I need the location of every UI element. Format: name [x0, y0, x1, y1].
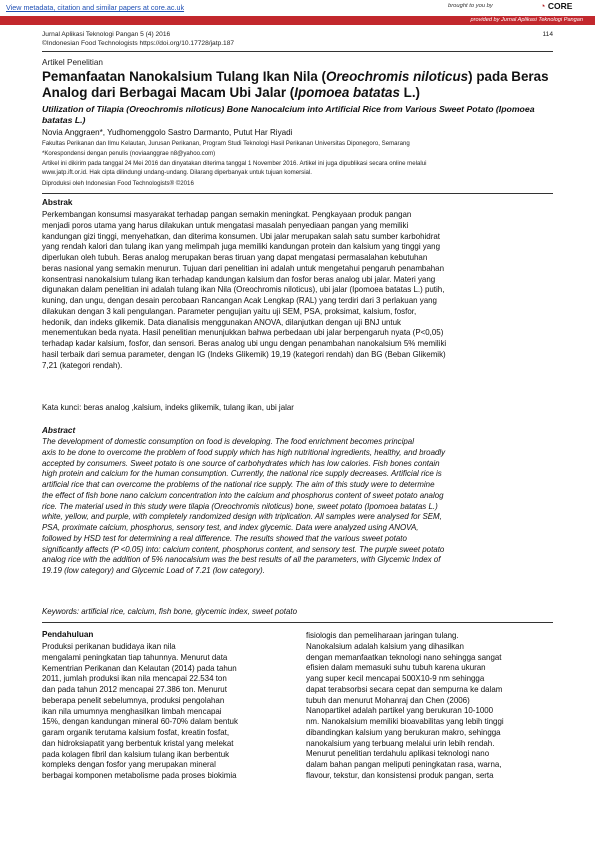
- author-list: Novia Anggraen*, Yudhomenggolo Sastro Darmanto, Putut Har Riyadi: [42, 128, 293, 137]
- pendahuluan-heading: Pendahuluan: [42, 630, 94, 639]
- header-divider: [42, 51, 553, 52]
- website-info: www.jatp.ift.or.id. Hak cipta dilindungi undang-undang. Dilarang diperbanyak untuk tujuan komersial.: [42, 169, 312, 176]
- journal-name: Jurnal Aplikasi Teknologi Pangan 5 (4) 2016: [42, 31, 171, 38]
- brought-by-text: brought to you by: [448, 3, 493, 9]
- body-divider: [42, 622, 553, 623]
- pendahuluan-right-column: fisiologis dan pemeliharaan jaringan tulang. Nanokalsium adalah kalsium yang dihasilkan dengan memanfaatkan teknologi nano sehingga sangat efisien dalam memasuki suhu tubuh karena ukuran yang super kecil mencapai 500X10-9 nm sehingga dapat terabsorbsi secara cepat dan sempurna ke dalam tubuh dan menurut Mohanraj dan Chen (2006) Nanopartikel adalah partikel yang berukuran 10-1000 nm. Nanokalsium memiliki bioavabilitas yang lebih tinggi dibandingkan kalsium yang berukuran makro, sehingga nanokalsium yang terbuang melalui urin lebih rendah. Menurut penelitian terdahulu aplikasi teknologi nano dalam bahan pangan meliputi peningkatan rasa, warna, flavour, tekstur, dan konsistensi produk pangan, serta: [306, 631, 504, 780]
- abstrak-heading: Abstrak: [42, 198, 73, 207]
- abstract-heading: Abstract: [42, 426, 76, 435]
- article-type: Artikel Penelitian: [42, 58, 103, 67]
- page-number: 114: [542, 31, 553, 38]
- core-logo[interactable]: ◔ CORE: [540, 1, 573, 11]
- core-logo-icon: ◔: [540, 1, 546, 11]
- abstract-divider: [42, 193, 553, 194]
- received-info: Artikel ini dikirim pada tanggal 24 Mei 2016 dan dinyatakan diterima tanggal 1 November 2016. Artikel ini juga dipublikasi secara online melalui: [42, 160, 427, 167]
- core-metadata-link[interactable]: View metadata, citation and similar papers at core.ac.uk: [6, 3, 185, 12]
- affiliation: Fakultas Perikanan dan Ilmu Kelautan, Jurusan Perikanan, Program Studi Teknologi Hasil Perikanan Universitas Diponegoro, Semarang: [42, 140, 410, 147]
- abstrak-text: Perkembangan konsumsi masyarakat terhadap pangan semakin meningkat. Pengkayaan produk pangan menjadi poros utama yang harus dilakukan untuk mengatasi masalah penyediaan pangan yang memiliki kandungan gizi tinggi, menyehatkan, dan diterima konsumen. Ubi jalar merupakan salah satu sumber karbohidrat yang rendah kalori dan tulang ikan yang melimpah juga memiliki kandungan protein dan kalsium yang tinggi yang diperlukan oleh tubuh. Beras analog merupakan beras tiruan yang dapat mengatasi permasalahan kebutuhan beras nasional yang semakin menurun. Tujuan dari penelitian ini adalah untuk mengetahui pengaruh penambahan konsentrasi nanokalsium tulang ikan terhadap kandungan kalsium dan fosfor beras analog ubi jalar. Materi yang digunakan dalam penelitian ini adalah tulang ikan Nila (Oreochromis niloticus), ubi jalar (Ipomoea batatas L.) putih, kuning, dan ungu, dengan desain percobaan Rancangan Acak Lengkap (RAL) yang terdiri dari 3 perlakuan yang dilakukan dengan 3 kali pengulangan. Parameter pengujian yaitu uji SEM, PSA, proksimat, kalsium, fosfor, hedonik, dan indeks glikemik. Data dianalisis menggunakan ANOVA, dilanjutkan dengan uji BNJ untuk menementukan beda nyata. Hasil penelitian menunjukkan bahwa perbedaan ubi jalar berpengaruh nyata (P<0,05) terhadap kadar kalsium, fosfor, dan sensori. Beras analog ubi ungu dengan penambahan nanokalsium 5% memiliki hasil terbaik dari semua parameter, dengan IG (Indeks Glikemik) 19,19 (kategori rendah) dan BG (Beban Glikemik) 7,21 (kategori rendah).: [42, 210, 447, 370]
- correspondence: *Korespondensi dengan penulis (noviaanggrae n8@yahoo.com): [42, 150, 216, 157]
- pendahuluan-left-column: Produksi perikanan budidaya ikan nila mengalami peningkatan tiap tahunnya. Menurut data Kementrian Perikanan dan Kelautan (2014) pada tahun 2011, jumlah produksi ikan nila mencapai 22.534 ton dan pada tahun 2012 mencapai 27.386 ton. Menurut beberapa penelit sebelumnya, produksi pengolahan ikan nila umumnya menghasilkan limbah mencapai 15%, dengan kandungan mineral 60-70% dalam bentuk garam organik terutama kalsium fosfat, kreatin fosfat, dan hidroksiapatit yang berbentuk kristal yang melekat pada kolagen fibril dan kalsium tulang ikan berbentuk kompleks dengan fosfor yang merupakan mineral berbagai komponen metabolisme pada proses biokimia: [42, 642, 238, 780]
- kata-kunci: Kata kunci: beras analog ,kalsium, indeks glikemik, tulang ikan, ubi jalar: [42, 403, 294, 412]
- article-subtitle: Utilization of Tilapia (Oreochromis niloticus) Bone Nanocalcium into Artificial Rice from Various Sweet Potato (Ipomoea batatas L.): [42, 104, 535, 125]
- publisher-info: Diproduksi oleh Indonesian Food Technologists® ©2016: [42, 180, 194, 187]
- article-title: Pemanfaatan Nanokalsium Tulang Ikan Nila (Oreochromis niloticus) pada Beras Analog dari Berbagai Macam Ubi Jalar (Ipomoea batatas L.): [42, 69, 549, 101]
- abstract-text: The development of domestic consumption on food is developing. The food enrichment becomes principal axis to be done to overcome the problem of food supply which has high nutritional ingredients, healthy, and broadly accepted by consumers. Sweet potato is one source of carbohydrates which has low calories. Fish bones contain high protein and calcium for the human consumption. Currently, the national rice supply decreases. Artificial rice is artificial rice that can overcome the problems of the national rice supply. The aim of this study were to determine the effect of fish bone nano calcium concentration into the calcium and phosphorus content of sweet potato analog rice. The material used in this study were tilapia (Oreochromis niloticus) bone, sweet potato (Ipomoea batatas L.) white, yellow, and purple, with completely randomized design with triplication. All samples were analysed for SEM, PSA, proximate calcium, phosphorus, sensory test, and index glycemic. Data were analyzed using ANOVA, followed by HSD test for determining a real difference. The results showed that the various sweet potato significantly affects (P <0.05) into: calcium content, phosphorus content, and sensory test. The purple sweet potato analog rice with the addition of 5% nanocalsium was the best results of all the parameters, with Glycemic Index of 19.19 (low category) and Glycemic Load of 7.21 (low category).: [42, 437, 446, 575]
- provided-by-text[interactable]: provided by Jurnal Aplikasi Teknologi Pangan: [470, 17, 583, 23]
- keywords: Keywords: artificial rice, calcium, fish bone, glycemic index, sweet potato: [42, 607, 297, 616]
- doi-line: ©Indonesian Food Technologists https://doi.org/10.17728/jatp.187: [42, 40, 235, 47]
